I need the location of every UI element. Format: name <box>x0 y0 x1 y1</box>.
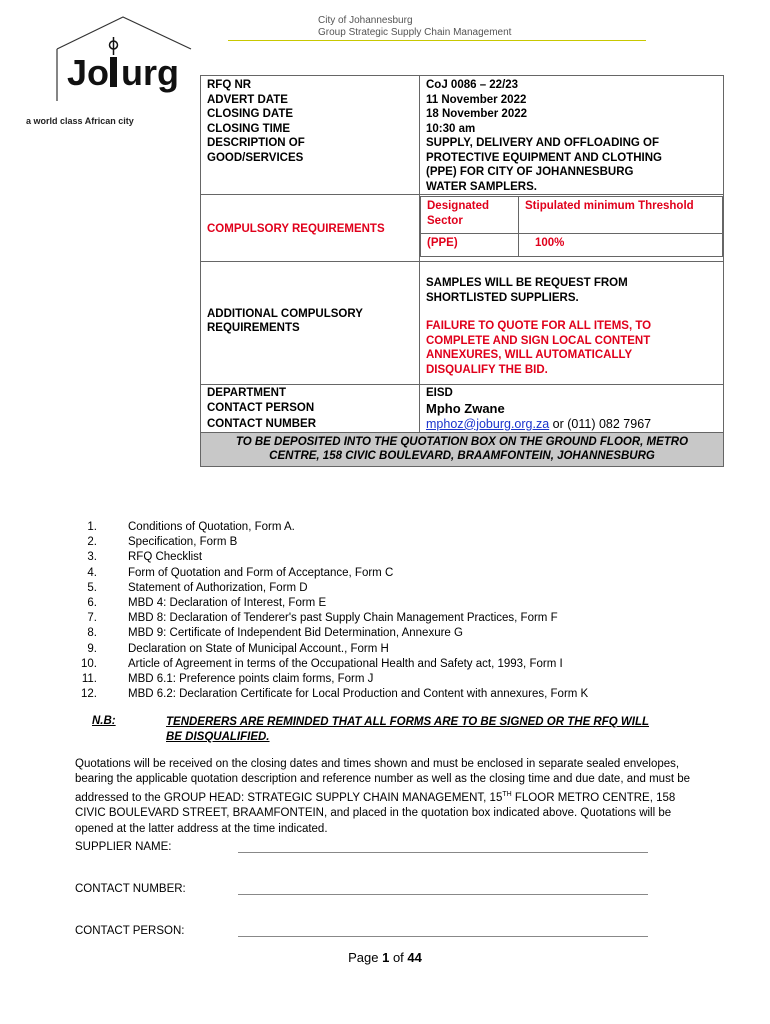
additional-label: ADDITIONAL COMPULSORY REQUIREMENTS <box>207 307 363 334</box>
contact-number-field-label: CONTACT NUMBER: <box>75 883 186 895</box>
list-item: 8. MBD 9: Certificate of Independent Bid Determination, Annexure G <box>87 627 463 640</box>
contact-phone: or (011) 082 7967 <box>549 416 652 431</box>
description-label: DESCRIPTION OF GOOD/SERVICES <box>207 137 305 164</box>
contact-number-label: CONTACT NUMBER <box>207 418 317 430</box>
page-number: Page 1 of 44 <box>348 950 422 965</box>
svg-text:urg: urg <box>121 52 179 93</box>
list-item: 5. Statement of Authorization, Form D <box>87 581 308 594</box>
closing-date-label: CLOSING DATE <box>207 108 294 120</box>
nb-label: N.B: <box>92 715 116 727</box>
list-item: 2. Specification, Form B <box>87 536 238 549</box>
closing-time-value: 10:30 am <box>426 122 476 135</box>
department-value: EISD <box>426 387 453 399</box>
sector-value: (PPE) <box>421 234 519 257</box>
list-item: 6. MBD 4: Declaration of Interest, Form E <box>87 596 327 609</box>
compulsory-label: COMPULSORY REQUIREMENTS <box>207 222 385 235</box>
list-item: 7. MBD 8: Declaration of Tenderer's past Supply Chain Management Practices, Form F <box>87 612 558 625</box>
deposit-instructions: TO BE DEPOSITED INTO THE QUOTATION BOX ON THE GROUND FLOOR, METRO CENTRE, 158 CIVIC BOULEVARD, BRAAMFONTEIN, JOHANNESBURG <box>235 435 689 462</box>
list-item: 9. Declaration on State of Municipal Account., Form H <box>87 642 389 655</box>
list-item: 12. MBD 6.2: Declaration Certificate for Local Production and Content with annexures, Form K <box>81 688 589 701</box>
failure-warning: FAILURE TO QUOTE FOR ALL ITEMS, TO COMPLETE AND SIGN LOCAL CONTENT ANNEXURES, WILL AUTOMATICALLY DISQUALIFY THE BID. <box>426 320 652 376</box>
contact-email-link[interactable]: mphoz@joburg.org.za <box>426 416 550 431</box>
nb-text: TENDERERS ARE REMINDED THAT ALL FORMS ARE TO BE SIGNED OR THE RFQ WILL BE DISQUALIFIED. <box>166 716 650 743</box>
contact-person-field-label: CONTACT PERSON: <box>75 925 185 937</box>
list-item: 4. Form of Quotation and Form of Acceptance, Form C <box>87 566 394 579</box>
logo-tagline: a world class African city <box>26 116 134 126</box>
table-row <box>201 432 724 466</box>
org-department: Group Strategic Supply Chain Management <box>318 27 512 38</box>
description-value: SUPPLY, DELIVERY AND OFFLOADING OF PROTECTIVE EQUIPMENT AND CLOTHING (PPE) FOR CITY OF JOHANNESBURG WATER SAMPLERS. <box>426 137 662 193</box>
table-row <box>201 262 724 385</box>
supplier-name-label: SUPPLIER NAME: <box>75 841 172 853</box>
contact-number-line[interactable] <box>238 894 648 895</box>
advert-date-label: ADVERT DATE <box>207 93 288 106</box>
table-row <box>421 234 723 257</box>
header-rule <box>228 40 646 41</box>
rfq-nr-value: CoJ 0086 – 22/23 <box>426 79 519 91</box>
svg-text:Jo: Jo <box>67 52 110 93</box>
list-item: 1. Conditions of Quotation, Form A. <box>87 521 295 533</box>
compulsory-table <box>420 196 723 257</box>
contact-person-line[interactable] <box>238 936 648 937</box>
supplier-name-line[interactable] <box>238 852 648 853</box>
list-item: 11. MBD 6.1: Preference points claim forms, Form J <box>81 672 374 685</box>
advert-date-value: 11 November 2022 <box>426 93 527 106</box>
contact-person-label: CONTACT PERSON <box>207 401 315 414</box>
closing-time-label: CLOSING TIME <box>207 122 291 135</box>
samples-note: SAMPLES WILL BE REQUEST FROM SHORTLISTED SUPPLIERS. <box>426 277 628 304</box>
list-item: 10. Article of Agreement in terms of the Occupational Health and Safety act, 1993, Form I <box>81 657 563 670</box>
rfq-nr-label: RFQ NR <box>207 79 252 91</box>
threshold-value: 100% <box>519 234 723 257</box>
department-label: DEPARTMENT <box>207 387 287 399</box>
contact-person-value: Mpho Zwane <box>426 400 505 416</box>
joburg-logo <box>55 15 195 103</box>
forms-list <box>75 520 588 702</box>
list-item: 3. RFQ Checklist <box>87 551 203 564</box>
table-row <box>201 195 724 262</box>
org-name: City of Johannesburg <box>318 15 413 26</box>
quotation-instructions: Quotations will be received on the closing dates and times shown and must be enclosed in separate sealed envelopes, bearing the applicable quotation description and reference number as well as the closing time and due date, and must be addressed to the GROUP HEAD: STRATEGIC SUPPLY CHAIN MANAGEMENT, 15TH FLOOR METRO CENTRE, 158 CIVIC BOULEVARD STREET, BRAAMFONTEIN, and placed in the quotation box indicated above. Quotations will be opened at the latter address at the time indicated. <box>75 758 691 835</box>
threshold-header: Stipulated minimum Threshold <box>519 197 723 234</box>
table-row <box>421 197 723 234</box>
closing-date-value: 18 November 2022 <box>426 108 528 120</box>
rfq-details-table <box>200 75 724 467</box>
designated-sector-header: Designated Sector <box>421 197 519 234</box>
table-row <box>201 76 724 195</box>
table-row <box>201 385 724 433</box>
